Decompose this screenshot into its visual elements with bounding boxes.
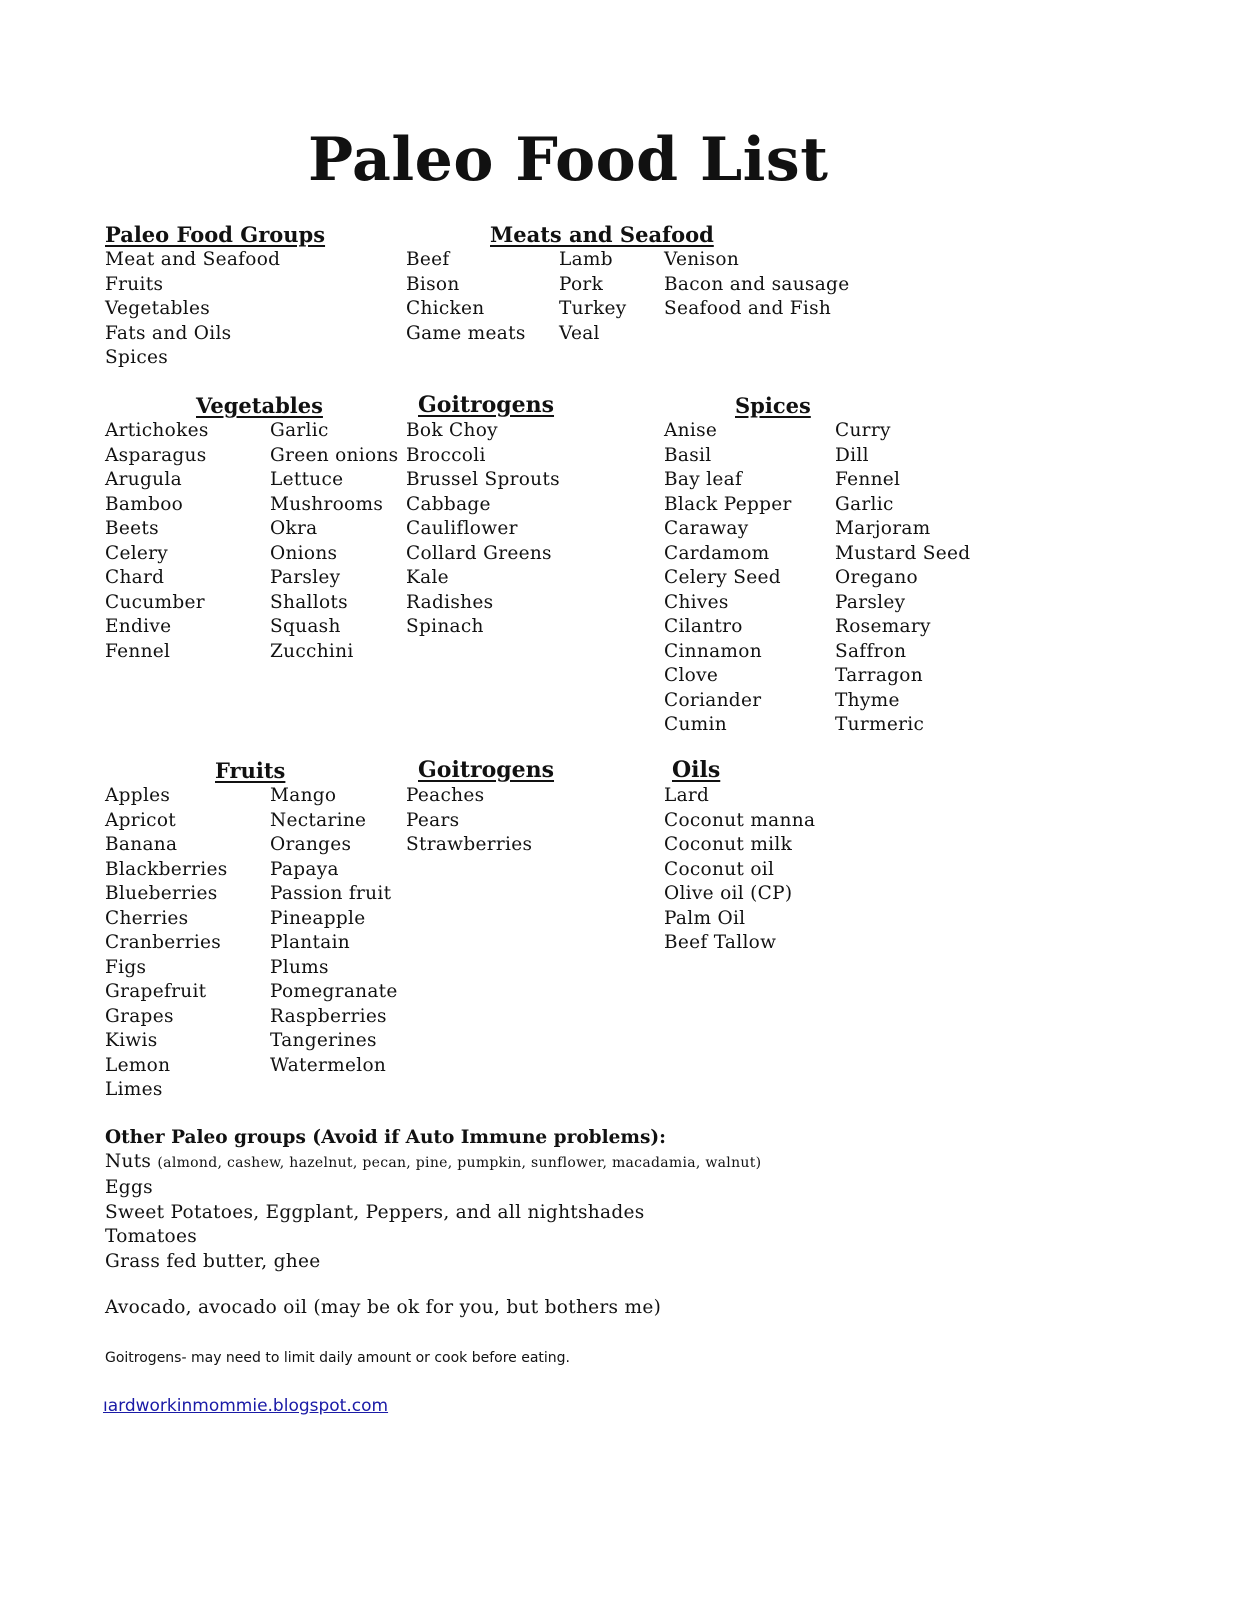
list-item: Saffron (835, 640, 907, 662)
list-item: Green onions (270, 444, 399, 466)
list-item: Turmeric (835, 714, 925, 735)
nuts-line (105, 1151, 761, 1172)
list-item: Beef Tallow (664, 932, 777, 953)
list-item: Endive (105, 616, 172, 637)
list-item: Plums (270, 956, 329, 978)
list-item: Oregano (835, 567, 918, 588)
list-item: Garlic (270, 420, 329, 441)
food-groups-list (105, 248, 280, 371)
list-item: Cabbage (406, 493, 491, 515)
list-item: Watermelon (270, 1054, 387, 1076)
list-item: Grapes (105, 1005, 174, 1027)
list-item: Pears (406, 809, 460, 831)
list-item: Cilantro (664, 616, 743, 637)
list-item: Oranges (270, 834, 352, 855)
list-item: Mushrooms (270, 493, 384, 515)
list-item: Spices (105, 347, 169, 368)
spices-list-col1 (664, 419, 792, 738)
list-item: Chicken (406, 298, 485, 319)
list-item: Grass fed butter, ghee (105, 1250, 321, 1272)
nuts-detail: (almond, cashew, hazelnut, pecan, pine, pumpkin, sunflower, macadamia, walnut) (157, 1155, 762, 1171)
other-groups-list (105, 1176, 645, 1274)
meats-list-col2 (559, 248, 627, 346)
meats-list-col1 (406, 248, 526, 346)
list-item: Onions (270, 542, 338, 564)
list-item: Mango (270, 785, 337, 806)
list-item: Garlic (835, 493, 894, 515)
list-item: Tomatoes (105, 1226, 198, 1247)
list-item: Squash (270, 616, 341, 637)
list-item: Asparagus (105, 444, 207, 466)
list-item: Pineapple (270, 907, 366, 929)
fruits-list-col1 (105, 784, 228, 1103)
page-title: Paleo Food List (308, 125, 829, 195)
list-item: Basil (664, 444, 712, 466)
list-item: Shallots (270, 591, 348, 613)
list-item: Rosemary (835, 616, 931, 637)
list-item: Grapefruit (105, 981, 207, 1002)
list-item: Raspberries (270, 1005, 387, 1027)
list-item: Tarragon (835, 665, 923, 686)
list-item: Cinnamon (664, 640, 762, 662)
list-item: Celery Seed (664, 567, 781, 588)
list-item: Plantain (270, 932, 351, 953)
list-item: Caraway (664, 518, 749, 539)
list-item: Radishes (406, 591, 494, 613)
list-item: Bok Choy (406, 420, 498, 441)
list-item: Strawberries (406, 834, 533, 855)
goitrogens-veg-list (406, 419, 560, 640)
list-item: Bamboo (105, 493, 184, 515)
spices-heading: Spices (735, 393, 811, 418)
list-item: Venison (664, 249, 740, 270)
list-item: Nectarine (270, 809, 367, 831)
list-item: Papaya (270, 858, 339, 880)
list-item: Blueberries (105, 883, 218, 904)
avocado-line: Avocado, avocado oil (may be ok for you, but bothers me) (105, 1297, 662, 1318)
list-item: Lettuce (270, 469, 344, 490)
list-item: Olive oil (CP) (664, 883, 793, 904)
list-item: Bison (406, 273, 460, 295)
list-item: Zucchini (270, 640, 354, 662)
oils-list (664, 784, 815, 956)
list-item: Palm Oil (664, 907, 746, 929)
list-item: Banana (105, 834, 178, 855)
vegetables-list-col2 (270, 419, 398, 664)
list-item: Cherries (105, 907, 189, 929)
list-item: Pork (559, 273, 604, 295)
list-item: Anise (664, 420, 718, 441)
list-item: Coconut milk (664, 834, 793, 855)
list-item: Broccoli (406, 444, 486, 466)
list-item: Coconut oil (664, 858, 775, 880)
nuts-label: Nuts (105, 1151, 152, 1172)
list-item: Figs (105, 956, 147, 978)
list-item: Tangerines (270, 1030, 377, 1051)
list-item: Okra (270, 518, 318, 539)
list-item: Cucumber (105, 591, 205, 613)
list-item: Eggs (105, 1177, 153, 1198)
list-item: Dill (835, 444, 869, 466)
list-item: Vegetables (105, 298, 211, 319)
oils-heading: Oils (672, 757, 721, 783)
list-item: Chives (664, 591, 729, 613)
list-item: Fennel (105, 640, 171, 662)
list-item: Pomegranate (270, 981, 398, 1002)
list-item: Seafood and Fish (664, 298, 832, 319)
list-item: Curry (835, 420, 891, 441)
goitrogens-fruit-heading: Goitrogens (418, 757, 555, 783)
meats-heading: Meats and Seafood (490, 222, 714, 247)
list-item: Black Pepper (664, 493, 792, 515)
fruits-list-col2 (270, 784, 398, 1078)
goitrogens-fruit-list (406, 784, 532, 858)
list-item: Chard (105, 567, 165, 588)
list-item: Blackberries (105, 858, 228, 880)
list-item: Kiwis (105, 1030, 158, 1051)
list-item: Mustard Seed (835, 542, 971, 564)
list-item: Beef (406, 249, 450, 270)
list-item: Passion fruit (270, 883, 392, 904)
list-item: Parsley (835, 591, 906, 613)
list-item: Coriander (664, 689, 762, 711)
list-item: Bay leaf (664, 469, 743, 490)
list-item: Coconut manna (664, 809, 816, 831)
list-item: Sweet Potatoes, Eggplant, Peppers, and all nightshades (105, 1201, 645, 1223)
goitrogens-veg-heading: Goitrogens (418, 392, 555, 418)
list-item: Game meats (406, 322, 526, 344)
list-item: Lard (664, 785, 710, 806)
list-item: Collard Greens (406, 542, 552, 564)
list-item: Turkey (559, 298, 627, 319)
blog-link[interactable]: ıardworkinmommie.blogspot.com (103, 1396, 389, 1416)
list-item: Marjoram (835, 518, 931, 539)
list-item: Lemon (105, 1054, 171, 1076)
list-item: Brussel Sprouts (406, 469, 560, 490)
meats-list-col3 (664, 248, 849, 322)
list-item: Kale (406, 567, 449, 588)
list-item: Limes (105, 1079, 163, 1100)
vegetables-list-col1 (105, 419, 209, 664)
list-item: Clove (664, 665, 719, 686)
list-item: Celery (105, 542, 169, 564)
list-item: Cumin (664, 714, 727, 735)
list-item: Meat and Seafood (105, 249, 281, 270)
list-item: Peaches (406, 785, 485, 806)
list-item: Fats and Oils (105, 322, 232, 344)
list-item: Fennel (835, 469, 901, 490)
list-item: Fruits (105, 273, 164, 295)
list-item: Apricot (105, 809, 176, 831)
food-groups-heading: Paleo Food Groups (105, 222, 326, 247)
list-item: Veal (559, 322, 600, 344)
list-item: Spinach (406, 616, 484, 637)
list-item: Parsley (270, 567, 341, 588)
fruits-heading: Fruits (215, 758, 286, 783)
list-item: Arugula (105, 469, 182, 490)
list-item: Thyme (835, 689, 900, 711)
list-item: Cardamom (664, 542, 770, 564)
vegetables-heading: Vegetables (196, 393, 323, 418)
list-item: Cranberries (105, 932, 222, 953)
list-item: Bacon and sausage (664, 273, 850, 295)
goitrogens-note: Goitrogens- may need to limit daily amount or cook before eating. (105, 1350, 571, 1366)
list-item: Lamb (559, 249, 613, 270)
other-groups-heading: Other Paleo groups (Avoid if Auto Immune problems): (105, 1127, 666, 1148)
spices-list-col2 (835, 419, 970, 738)
list-item: Cauliflower (406, 518, 518, 539)
list-item: Apples (105, 785, 171, 806)
list-item: Beets (105, 518, 159, 539)
list-item: Artichokes (105, 420, 209, 441)
